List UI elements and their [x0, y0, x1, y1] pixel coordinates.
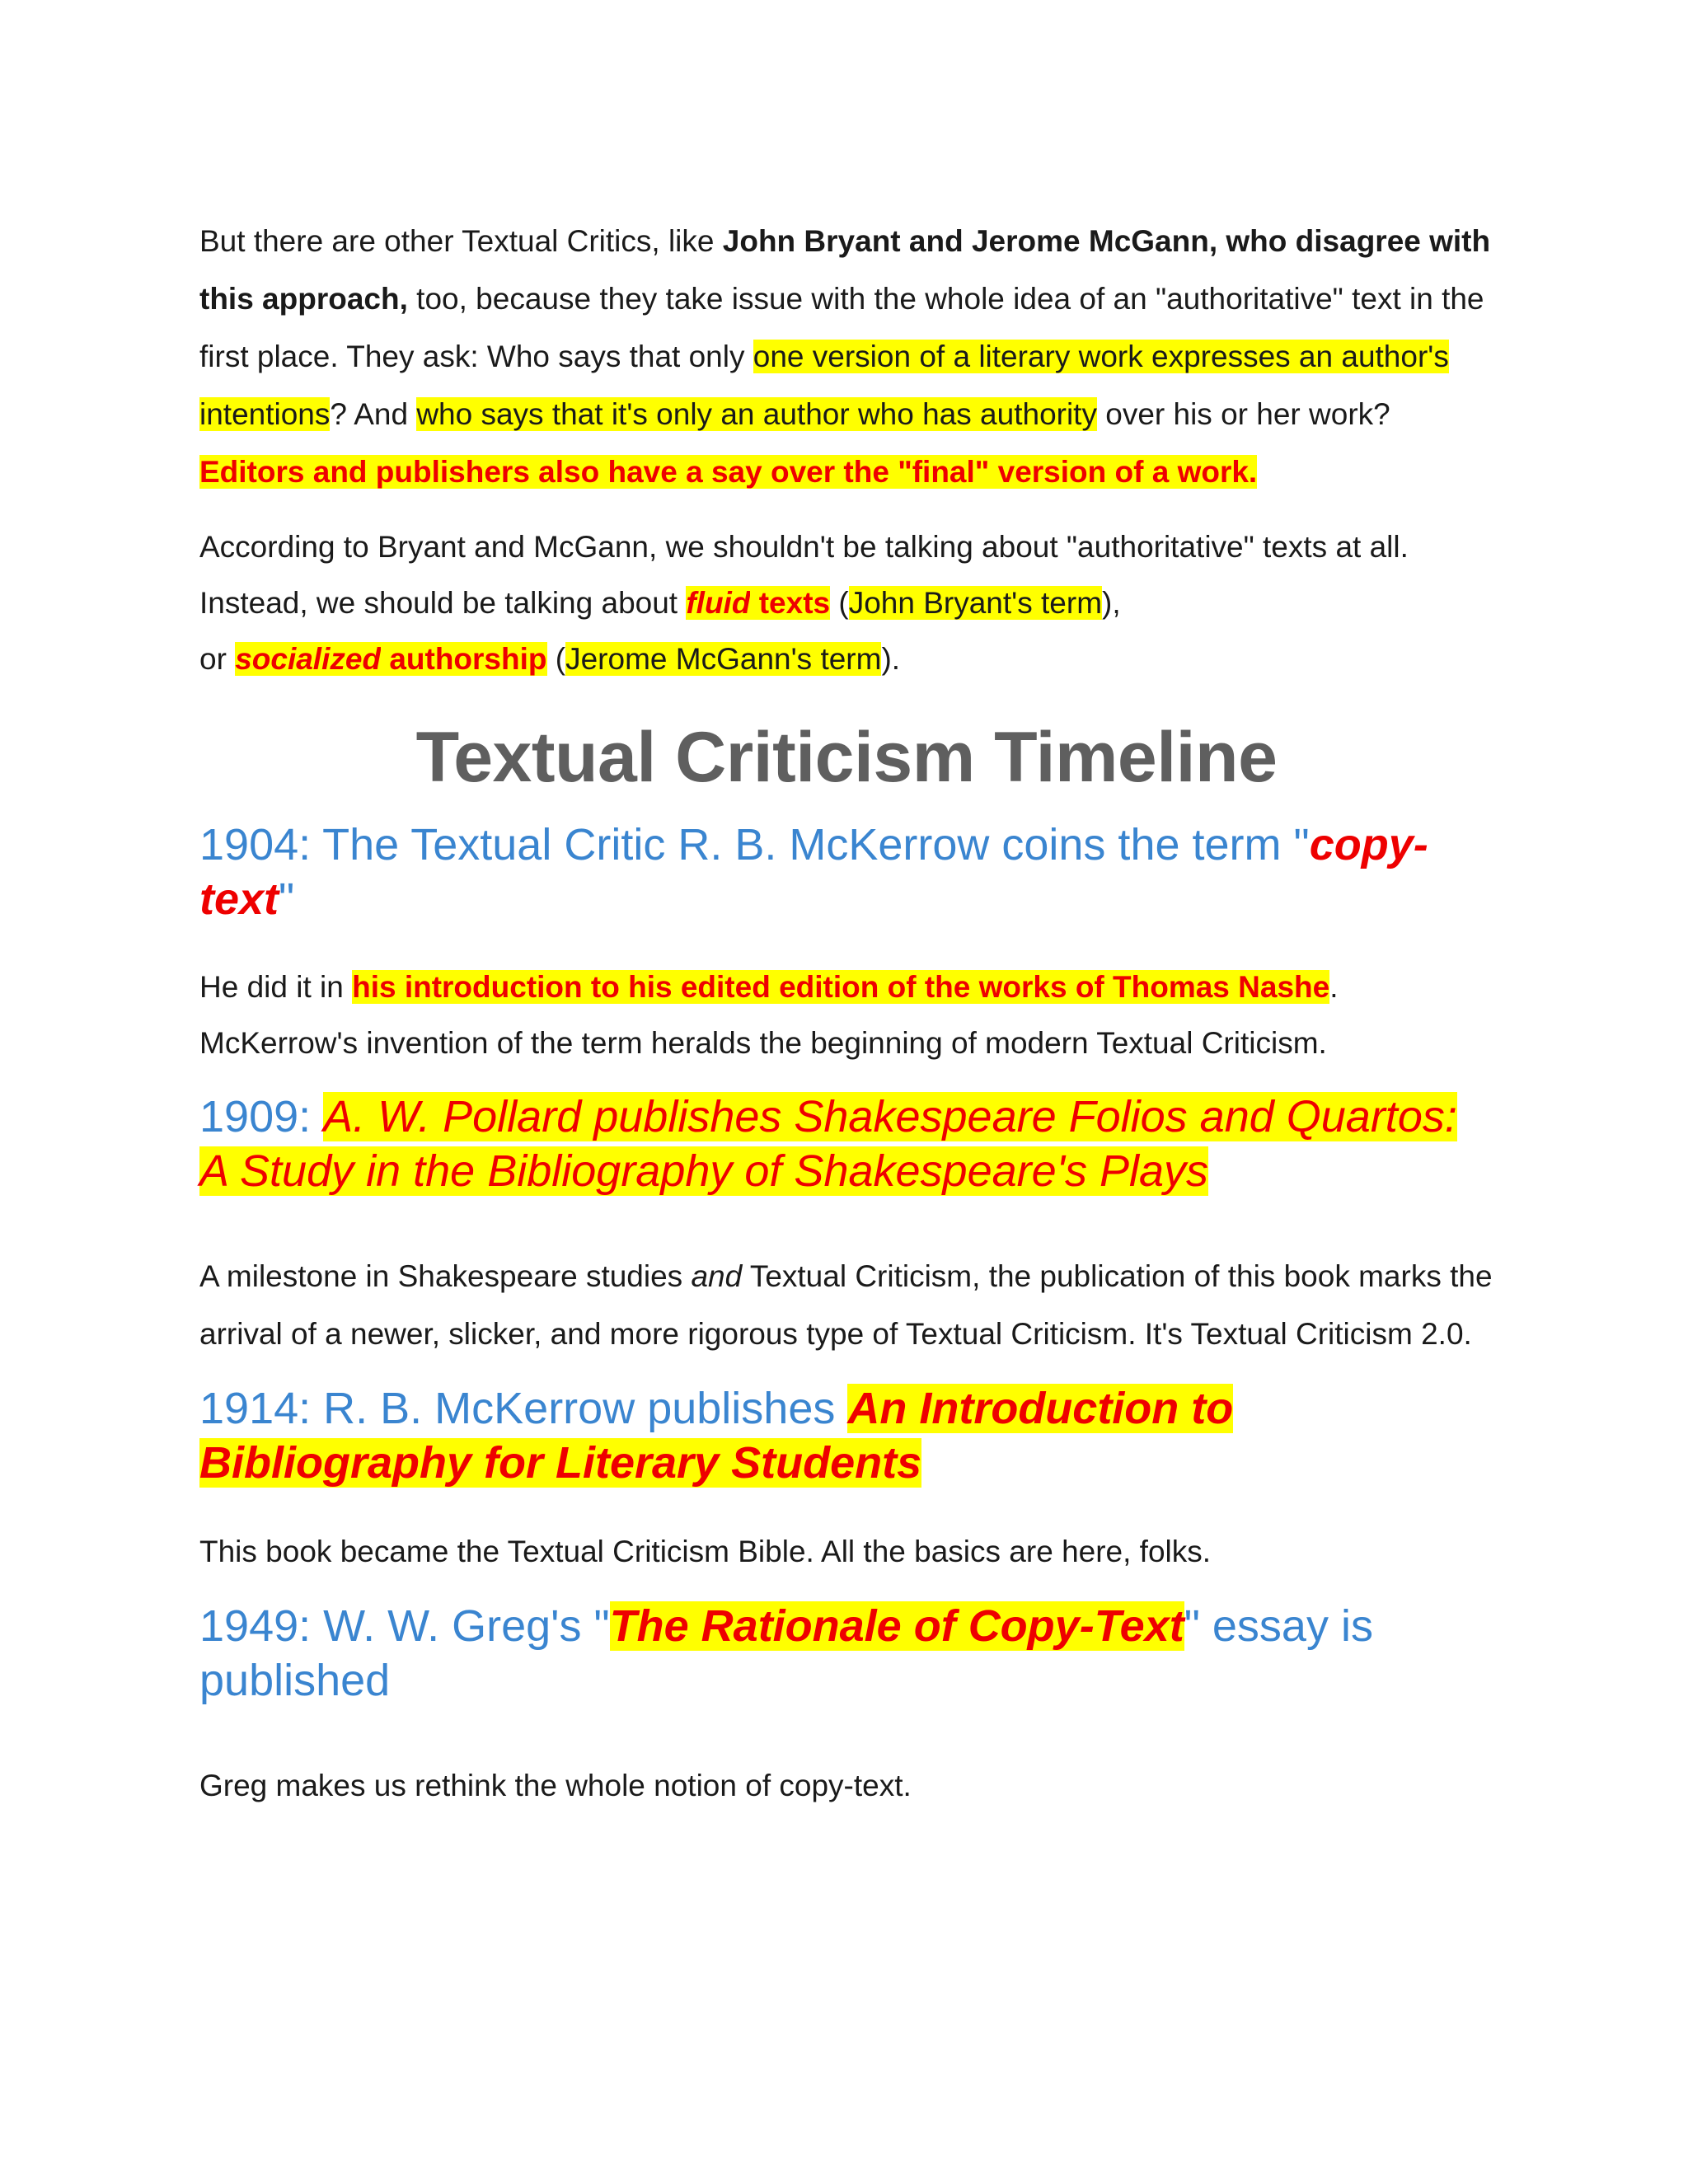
- highlight-bryant-term: John Bryant's term: [848, 586, 1103, 620]
- body-text: Greg makes us rethink the whole notion of copy-text.: [199, 1769, 912, 1802]
- heading-text: 1904: The Textual Critic R. B. McKerrow coins the term ": [199, 820, 1310, 869]
- page-title: Textual Criticism Timeline: [415, 718, 1278, 797]
- body-text: A milestone in Shakespeare studies: [199, 1259, 692, 1293]
- term-socialized: socialized: [235, 642, 382, 676]
- intro-bold-critics: John Bryant and Jerome McGann, who disagree with this approach,: [199, 224, 1491, 316]
- timeline-body-1909: [199, 1248, 1493, 1363]
- timeline-heading-1909: [199, 1090, 1493, 1198]
- timeline-heading-1914: [199, 1381, 1493, 1490]
- timeline-heading-1904: [199, 818, 1493, 926]
- highlight-nashe: his introduction to his edited edition of the works of Thomas Nashe: [352, 970, 1330, 1004]
- intro-text: ).: [881, 642, 901, 676]
- highlight-mckerrow-book: An Introduction to Bibliography for Literary Students: [199, 1384, 1234, 1488]
- heading-text: ": [279, 874, 295, 924]
- highlight-pollard: A. W. Pollard publishes Shakespeare Folios and Quartos: A Study in the Bibliography of Shakespeare's Plays: [199, 1092, 1457, 1196]
- intro-text: over his or her work?: [1096, 397, 1390, 431]
- term-texts: texts: [750, 586, 831, 620]
- term-copy-text: copy-text: [199, 820, 1428, 924]
- term-fluid: fluid: [686, 586, 751, 620]
- body-text: . McKerrow's invention of the term heralds the beginning of modern Textual Criticism.: [199, 970, 1339, 1060]
- intro-paragraph-2: [199, 519, 1493, 687]
- heading-text: 1949: W. W. Greg's ": [199, 1601, 610, 1651]
- intro-text: ),: [1102, 586, 1121, 620]
- heading-text: 1909:: [199, 1092, 324, 1141]
- timeline-body-1914: [199, 1523, 1493, 1581]
- highlight-rationale: The Rationale of Copy-Text: [609, 1601, 1184, 1651]
- heading-text: " essay is published: [199, 1601, 1373, 1705]
- intro-paragraph-1: [199, 213, 1493, 501]
- heading-text: 1914: R. B. McKerrow publishes: [199, 1384, 848, 1433]
- term-authorship: authorship: [381, 642, 547, 676]
- body-text: He did it in: [199, 970, 353, 1004]
- body-italic-and: and: [691, 1259, 743, 1293]
- intro-text: According to Bryant and McGann, we shouldn't be talking about "authoritative" texts at all. Instead, we should be talking about: [199, 530, 1409, 620]
- intro-text: ? And: [330, 397, 417, 431]
- highlight-editors-publishers: Editors and publishers also have a say over the "final" version of a work.: [199, 455, 1258, 489]
- document-page: [199, 213, 1493, 1815]
- intro-text: or: [199, 642, 236, 676]
- timeline-heading-1949: [199, 1599, 1493, 1708]
- intro-text: (: [830, 586, 849, 620]
- timeline-body-1949: [199, 1757, 1493, 1815]
- highlight-mcgann-term: Jerome McGann's term: [565, 642, 882, 676]
- intro-text: But there are other Textual Critics, like: [199, 224, 723, 258]
- timeline-body-1904: [199, 959, 1493, 1071]
- highlight-who-says: who says that it's only an author who has authority: [416, 397, 1097, 431]
- highlight-one-version: one version of a literary work expresses an author's intentions: [199, 340, 1449, 431]
- body-text: Textual Criticism, the publication of this book marks the arrival of a newer, slicker, and more rigorous type of Textual Criticism. It's Textual Criticism 2.0.: [199, 1259, 1493, 1351]
- body-text: This book became the Textual Criticism Bible. All the basics are here, folks.: [199, 1535, 1212, 1568]
- intro-text: (: [546, 642, 566, 676]
- intro-text: too, because they take issue with the whole idea of an "authoritative" text in the first place. They ask: Who says that only: [199, 282, 1484, 373]
